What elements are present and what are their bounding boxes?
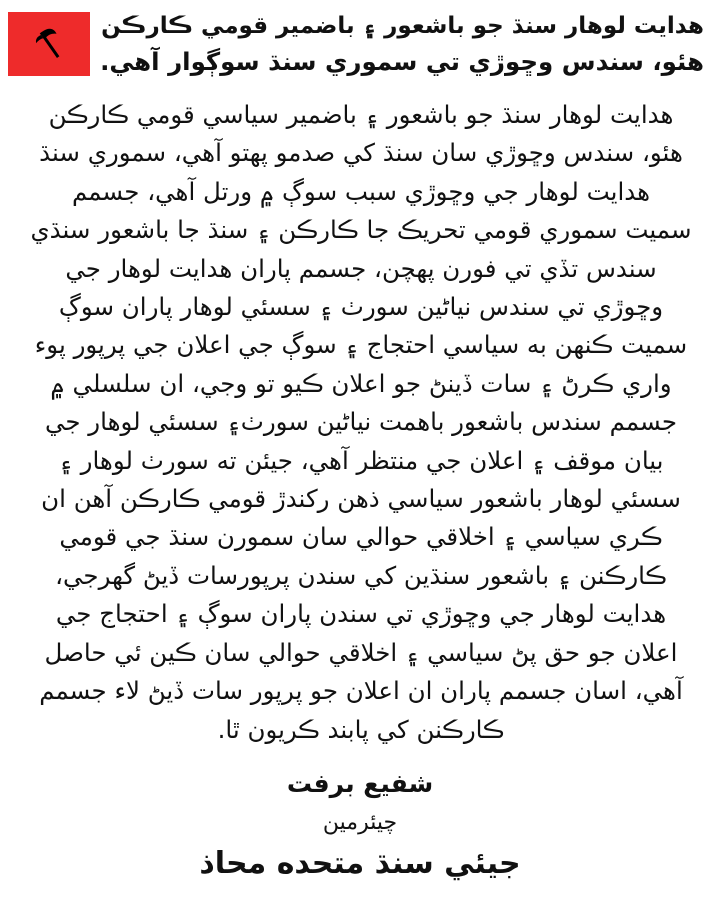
headline-line: هدايت لوهار سنڌ جو باشعور ۽ باضمير قومي ڪارڪن — [101, 13, 704, 39]
body-line: سسئي لوهار باشعور سياسي ذهن رکندڙ قومي ڪارڪن آهن ان — [41, 484, 681, 514]
axe-emblem-icon — [29, 24, 69, 64]
body-line: آهي، اسان جسمم پاران ان اعلان جو پرپور سات ڏيڻ لاء جسمم — [39, 676, 683, 706]
body-line: هئو، سندس وڇوڙي سان سنڌ کي صدمو پهتو آهي، سموري سنڌ — [39, 138, 683, 168]
body-line: هدايت لوهار جي وڇوڙي سبب سوڳ ۾ ورتل آهي، جسمم — [71, 176, 651, 206]
party-flag — [8, 12, 90, 76]
body-line: جسمم سندس باشعور باهمت نياڻين سورٺ۽ سسئي لوهار جي — [44, 407, 678, 437]
body-line: ڪارڪنن ۽ باشعور سنڌين کي سندن پرپورسات ڏيڻ گهرجي، — [55, 560, 667, 590]
body-line: واري ڪرڻ ۽ سات ڏينڻ جو اعلان ڪيو تو وجي، ان سلسلي ۾ — [50, 368, 672, 398]
body-line: وڇوڙي تي سندس نياڻين سورٺ ۽ سسئي لوهار پاران سوڳ — [58, 292, 664, 322]
headline-line: هئو، سندس وڇوڙي تي سموري سنڌ سوڳوار آهي. — [100, 47, 704, 76]
body-line: سندس تڏي تي فورن پهچن، جسمم پاران هدايت لوهار جي — [65, 253, 657, 283]
body-line: بيان موقف ۽ اعلان جي منتظر آهي، جيئن ته سورٺ لوهار ۽ — [58, 445, 664, 475]
signatory-role: چيئرمين — [322, 810, 398, 835]
body-line: سميت ڪنهن به سياسي احتجاج ۽ سوڳ جي اعلان جي پرپور پوء — [34, 330, 688, 360]
statement-body — [18, 96, 704, 749]
body-line: ڪري سياسي ۽ اخلاقي حوالي سان سمورن سنڌ جي قومي — [59, 522, 663, 552]
signatory-name: شفيع برفت — [286, 769, 434, 798]
organization-name: جيئي سنڌ متحده محاذ — [199, 846, 521, 881]
body-line: ڪارڪنن کي پابند ڪريون ٿا. — [217, 714, 505, 744]
body-line: اعلان جو حق پڻ سياسي ۽ اخلاقي حوالي سان ڪين ئي حاصل — [44, 637, 678, 667]
headline — [100, 8, 704, 80]
body-line: سميت سموري قومي تحريڪ جا ڪارڪن ۽ سنڌ جا باشعور سنڌي — [30, 215, 692, 245]
body-line: هدايت لوهار سنڌ جو باشعور ۽ باضمير سياسي قومي ڪارڪن — [48, 100, 674, 129]
body-line: هدايت لوهار جي وڇوڙي تي سندن پاران سوڳ ۽ احتجاج جي — [55, 599, 667, 629]
